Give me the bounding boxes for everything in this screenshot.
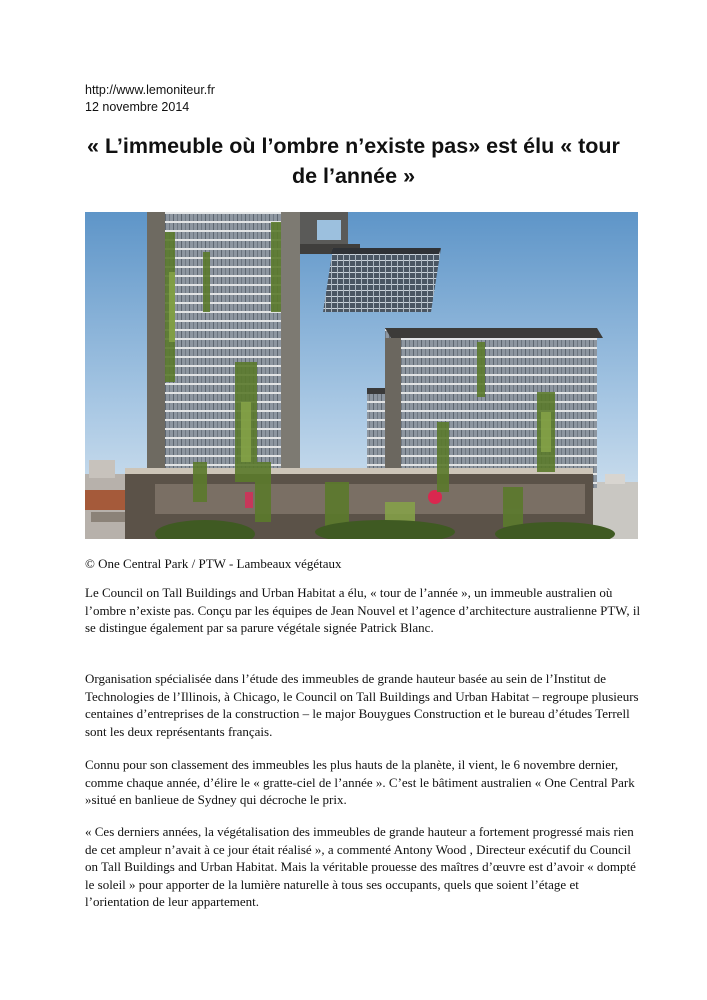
photo-caption: © One Central Park / PTW - Lambeaux végétaux <box>85 556 342 571</box>
source-date: 12 novembre 2014 <box>85 100 190 114</box>
paragraph-2: Organisation spécialisée dans l’étude des immeubles de grande hauteur basée au sein de l’Institut de Technologies de l’Illinois, à Chicago, le Council on Tall Buildings and Urban Habitat – regroupe plusieurs centaines d’entreprises de la construction – le major Bouygues Construction et le bureau d’études Terrell sont les deux représentants français. <box>85 671 639 739</box>
paragraph-4: « Ces derniers années, la végétalisation des immeubles de grande hauteur a fortement progressé mais rien de cet ampleur n’avait à ce jour était réalisé », a commenté Antony Wood , Directeur exécutif du Council on Tall Buildings and Urban Habitat. Mais la véritable prouesse des maîtres d’œuvre est d’avoir « dompté le soleil » pour apporter de la lumière naturelle à tous ses occupants, quels que soient l’étage et l’orientation de leur appartement. <box>85 824 636 909</box>
building-photo <box>85 212 638 539</box>
article-title: « L’immeuble où l’ombre n’existe pas» est élu « tour de l’année » <box>87 134 620 188</box>
paragraph-1: Le Council on Tall Buildings and Urban Habitat a élu, « tour de l’année », un immeuble australien où l’ombre n’existe pas. Conçu par les équipes de Jean Nouvel et l’agence d’architecture australienne PTW, il se distingue également par sa parure végétale signée Patrick Blanc. <box>85 585 641 635</box>
paragraph-3: Connu pour son classement des immeubles les plus hauts de la planète, il vient, le 6 novembre dernier, comme chaque année, d’élire le « gratte-ciel de l’année ». C’est le bâtiment australien « One Central Park »situé en banlieue de Sydney qui décroche le prix. <box>85 757 635 807</box>
source-url: http://www.lemoniteur.fr <box>85 83 215 97</box>
